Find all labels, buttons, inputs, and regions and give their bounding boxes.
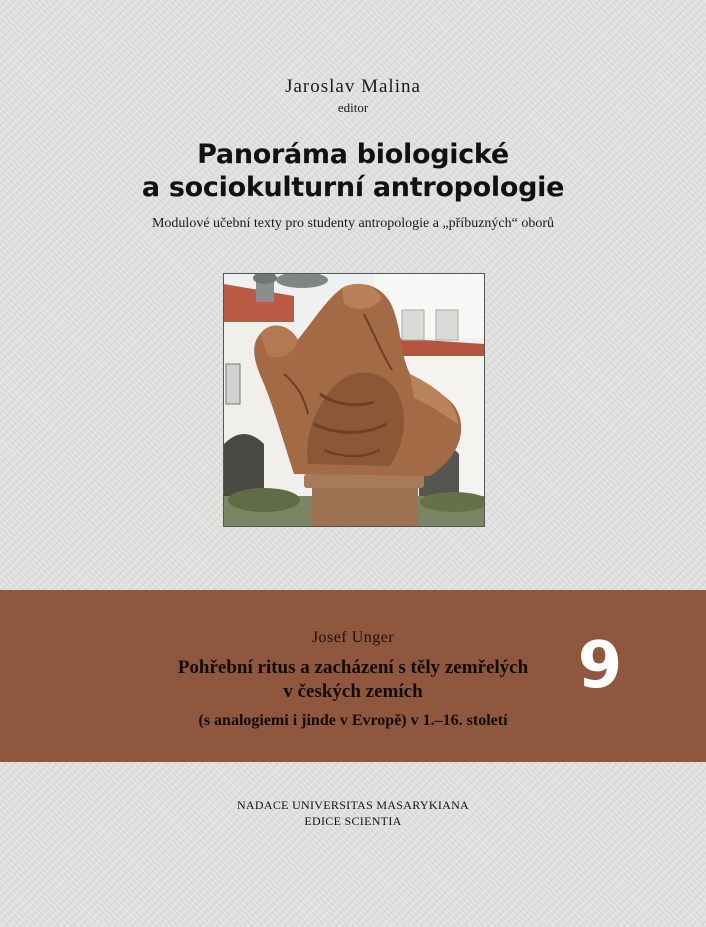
book-title: [0, 138, 706, 204]
book-title-line-2: a sociokulturní antropologie: [141, 172, 565, 203]
pieta-sculpture-photo: [224, 274, 484, 526]
book-subtitle: Modulové učební texty pro studenty antropologie a „příbuzných“ oborů: [151, 216, 554, 231]
volume-title-line-1: Pohřební ritus a zacházení s těly zemřelých: [177, 657, 529, 678]
book-title-line-1: Panoráma biologické: [197, 139, 509, 170]
volume-title: [140, 656, 566, 704]
publisher-name: NADACE UNIVERSITAS MASARYKIANA: [236, 798, 470, 812]
volume-subtitle: (s analogiemi i jinde v Evropě) v 1.–16. století: [198, 712, 508, 729]
cover-photo: [223, 273, 485, 527]
publisher-series: EDICE SCIENTIA: [304, 814, 402, 828]
volume-number: 9: [577, 629, 623, 703]
editor-name: Jaroslav Malina: [285, 76, 421, 97]
volume-title-line-2: v českých zemích: [283, 681, 423, 702]
volume-author: Josef Unger: [311, 629, 395, 646]
editor-role: editor: [337, 100, 369, 115]
